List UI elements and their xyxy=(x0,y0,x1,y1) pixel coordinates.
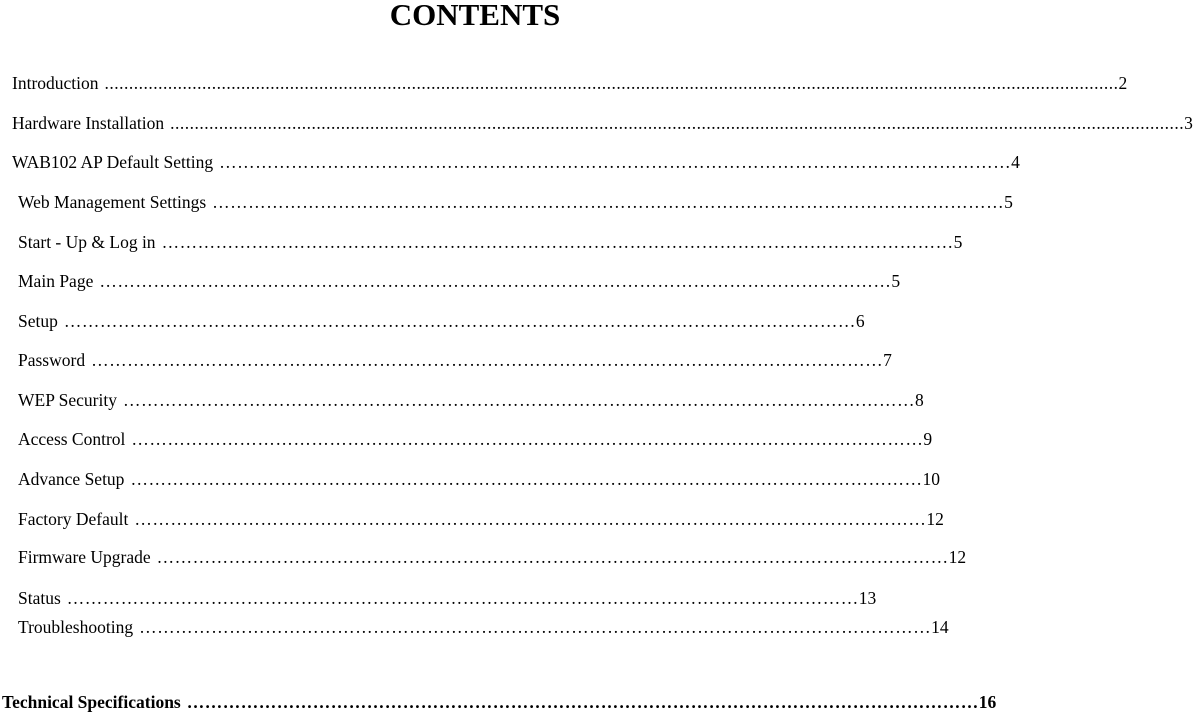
toc-entry-label: Setup xyxy=(18,311,58,331)
toc-entry-page: 16 xyxy=(978,692,997,712)
dot-leader: …………………………………………………………………………………………………………………… xyxy=(186,692,979,712)
toc-entry-ap-default-setting[interactable] xyxy=(12,151,1020,173)
toc-entry-password[interactable] xyxy=(18,349,892,371)
toc-entry-setup[interactable] xyxy=(18,310,865,332)
dot-leader: …………………………………………………………………………………………………………………… xyxy=(130,469,923,489)
toc-entry-start-up-log-in[interactable] xyxy=(18,231,963,253)
toc-entry-page: 9 xyxy=(923,429,933,449)
toc-entry-label: WAB102 AP Default Setting xyxy=(12,152,214,172)
toc-entry-access-control[interactable] xyxy=(18,428,933,450)
page-title: CONTENTS xyxy=(389,0,561,32)
toc-entry-factory-default[interactable] xyxy=(18,508,944,530)
toc-entry-label: Hardware Installation xyxy=(12,113,165,133)
toc-entry-label: WEP Security xyxy=(18,390,117,410)
dot-leader: …………………………………………………………………………………………………………………… xyxy=(219,152,1012,172)
toc-entry-page: 14 xyxy=(931,617,949,637)
toc-entry-web-management-settings[interactable] xyxy=(18,191,1013,213)
dot-leader: …………………………………………………………………………………………………………………… xyxy=(63,311,856,331)
toc-entry-page: 12 xyxy=(926,509,944,529)
toc-entry-page: 8 xyxy=(914,390,924,410)
dot-leader: ................................................................................................................................................................................................................ xyxy=(104,73,1119,93)
dot-leader: …………………………………………………………………………………………………………………… xyxy=(139,617,932,637)
toc-entry-label: Start - Up & Log in xyxy=(18,232,156,252)
dot-leader: …………………………………………………………………………………………………………………… xyxy=(156,547,949,567)
toc-entry-label: Main Page xyxy=(18,271,94,291)
toc-entry-label: Password xyxy=(18,350,86,370)
toc-entry-label: Firmware Upgrade xyxy=(18,547,151,567)
dot-leader: …………………………………………………………………………………………………………………… xyxy=(131,429,924,449)
toc-entry-introduction[interactable] xyxy=(12,72,1128,94)
toc-entry-page: 2 xyxy=(1118,73,1128,93)
dot-leader: …………………………………………………………………………………………………………………… xyxy=(122,390,915,410)
dot-leader: …………………………………………………………………………………………………………………… xyxy=(212,192,1005,212)
toc-entry-technical-specifications[interactable] xyxy=(2,690,997,714)
toc-entry-page: 5 xyxy=(1004,192,1013,212)
toc-entry-label: Access Control xyxy=(18,429,126,449)
toc-entry-page: 3 xyxy=(1184,113,1193,133)
dot-leader: …………………………………………………………………………………………………………………… xyxy=(91,350,884,370)
toc-entry-label: Technical Specifications xyxy=(2,692,181,712)
toc-entry-page: 4 xyxy=(1011,152,1020,172)
toc-entry-page: 5 xyxy=(891,271,901,291)
toc-entry-page: 7 xyxy=(883,350,892,370)
dot-leader: ................................................................................................................................................................................................................ xyxy=(170,113,1185,133)
toc-entry-main-page[interactable] xyxy=(18,270,901,292)
toc-entry-firmware-upgrade[interactable] xyxy=(18,546,967,568)
toc-entry-page: 10 xyxy=(922,469,940,489)
toc-entry-advance-setup[interactable] xyxy=(18,468,940,490)
dot-leader: …………………………………………………………………………………………………………………… xyxy=(161,232,954,252)
toc-entry-wep-security[interactable] xyxy=(18,389,924,411)
toc-entry-hardware-installation[interactable] xyxy=(12,112,1193,134)
dot-leader: …………………………………………………………………………………………………………………… xyxy=(99,271,892,291)
toc-entry-status[interactable] xyxy=(18,587,877,609)
toc-entry-label: Troubleshooting xyxy=(18,617,134,637)
dot-leader: …………………………………………………………………………………………………………………… xyxy=(134,509,927,529)
toc-entry-troubleshooting[interactable] xyxy=(18,616,949,638)
toc-entry-label: Factory Default xyxy=(18,509,129,529)
toc-entry-label: Status xyxy=(18,588,61,608)
toc-entry-page: 13 xyxy=(858,588,877,608)
dot-leader: …………………………………………………………………………………………………………………… xyxy=(66,588,859,608)
toc-entry-page: 6 xyxy=(855,311,865,331)
toc-entry-page: 5 xyxy=(953,232,963,252)
toc-entry-page: 12 xyxy=(948,547,967,567)
toc-entry-label: Introduction xyxy=(12,73,99,93)
toc-entry-label: Advance Setup xyxy=(18,469,125,489)
toc-entry-label: Web Management Settings xyxy=(18,192,207,212)
